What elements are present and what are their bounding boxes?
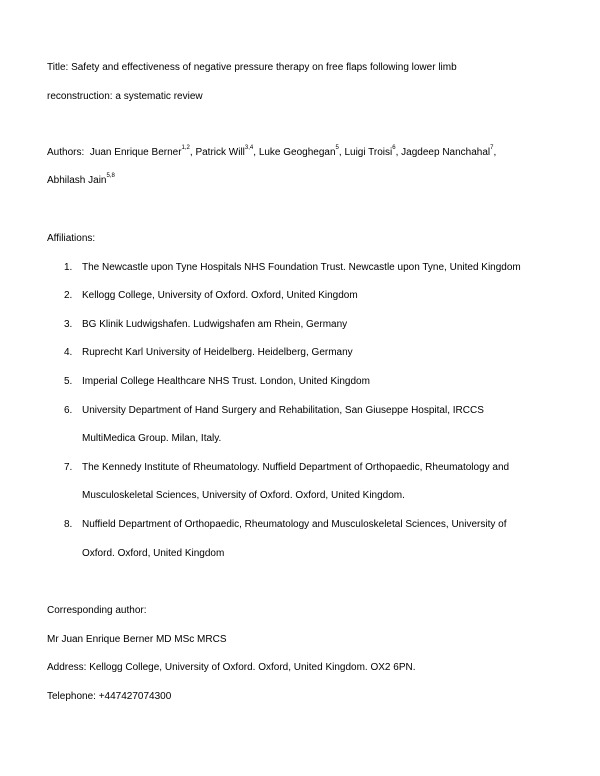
author-name: Jagdeep Nanchahal <box>401 147 491 158</box>
corresponding-author-telephone: Telephone: +447427074300 <box>47 691 172 702</box>
author-separator: , <box>395 147 402 158</box>
author-affiliation-sup: 5,8 <box>106 173 115 179</box>
affiliation-number: 4. <box>64 347 73 358</box>
author-affiliation-sup: 5 <box>335 145 339 151</box>
affiliation-text: Imperial College Healthcare NHS Trust. London, United Kingdom <box>82 376 370 387</box>
title-line-1: Title: Safety and effectiveness of negative pressure therapy on free flaps following lower limb <box>47 62 457 73</box>
author-name: Abhilash Jain <box>47 175 107 186</box>
author-affiliation-sup: 6 <box>392 145 396 151</box>
affiliation-text: Kellogg College, University of Oxford. Oxford, United Kingdom <box>82 290 358 301</box>
affiliation-text: Nuffield Department of Orthopaedic, Rheumatology and Musculoskeletal Sciences, University of <box>82 519 507 530</box>
affiliation-number: 8. <box>64 519 73 530</box>
author-separator: , <box>338 147 345 158</box>
affiliation-number: 2. <box>64 290 73 301</box>
affiliation-text-continued: MultiMedica Group. Milan, Italy. <box>82 433 222 444</box>
corresponding-author-name: Mr Juan Enrique Berner MD MSc MRCS <box>47 634 227 645</box>
author-name: Luigi Troisi <box>344 147 393 158</box>
authors-label: Authors: <box>47 147 85 158</box>
affiliation-number: 5. <box>64 376 73 387</box>
author-affiliation-sup: 1,2 <box>181 145 190 151</box>
author-affiliation-sup: 3,4 <box>244 145 254 151</box>
affiliation-text-continued: Musculoskeletal Sciences, University of Oxford. Oxford, United Kingdom. <box>82 490 405 501</box>
affiliation-text: University Department of Hand Surgery and Rehabilitation, San Giuseppe Hospital, IRCCS <box>82 405 484 416</box>
affiliation-text: BG Klinik Ludwigshafen. Ludwigshafen am Rhein, Germany <box>82 319 348 330</box>
affiliation-number: 6. <box>64 405 73 416</box>
affiliation-text: The Newcastle upon Tyne Hospitals NHS Foundation Trust. Newcastle upon Tyne, United Kingdom <box>82 262 521 273</box>
affiliations-label: Affiliations: <box>47 233 96 244</box>
author-name: Patrick Will <box>195 147 245 158</box>
corresponding-author-address: Address: Kellogg College, University of Oxford. Oxford, United Kingdom. OX2 6PN. <box>47 662 416 673</box>
affiliation-text-continued: Oxford. Oxford, United Kingdom <box>82 548 225 559</box>
corresponding-author-label: Corresponding author: <box>47 605 147 616</box>
affiliation-number: 7. <box>64 462 73 473</box>
authors-line-1 <box>47 147 496 159</box>
author-affiliation-sup: 7 <box>490 145 494 151</box>
affiliation-number: 1. <box>64 262 73 273</box>
title-line-2: reconstruction: a systematic review <box>47 91 203 102</box>
author-name: Luke Geoghegan <box>258 147 336 158</box>
affiliation-number: 3. <box>64 319 73 330</box>
author-separator: , <box>253 147 259 158</box>
author-separator: , <box>189 147 196 158</box>
affiliation-text: The Kennedy Institute of Rheumatology. Nuffield Department of Orthopaedic, Rheumatology and <box>82 462 510 473</box>
author-name: Juan Enrique Berner <box>89 147 182 158</box>
author-separator: , <box>493 147 497 158</box>
authors-line-2 <box>47 175 115 187</box>
affiliation-text: Ruprecht Karl University of Heidelberg. Heidelberg, Germany <box>82 347 353 358</box>
